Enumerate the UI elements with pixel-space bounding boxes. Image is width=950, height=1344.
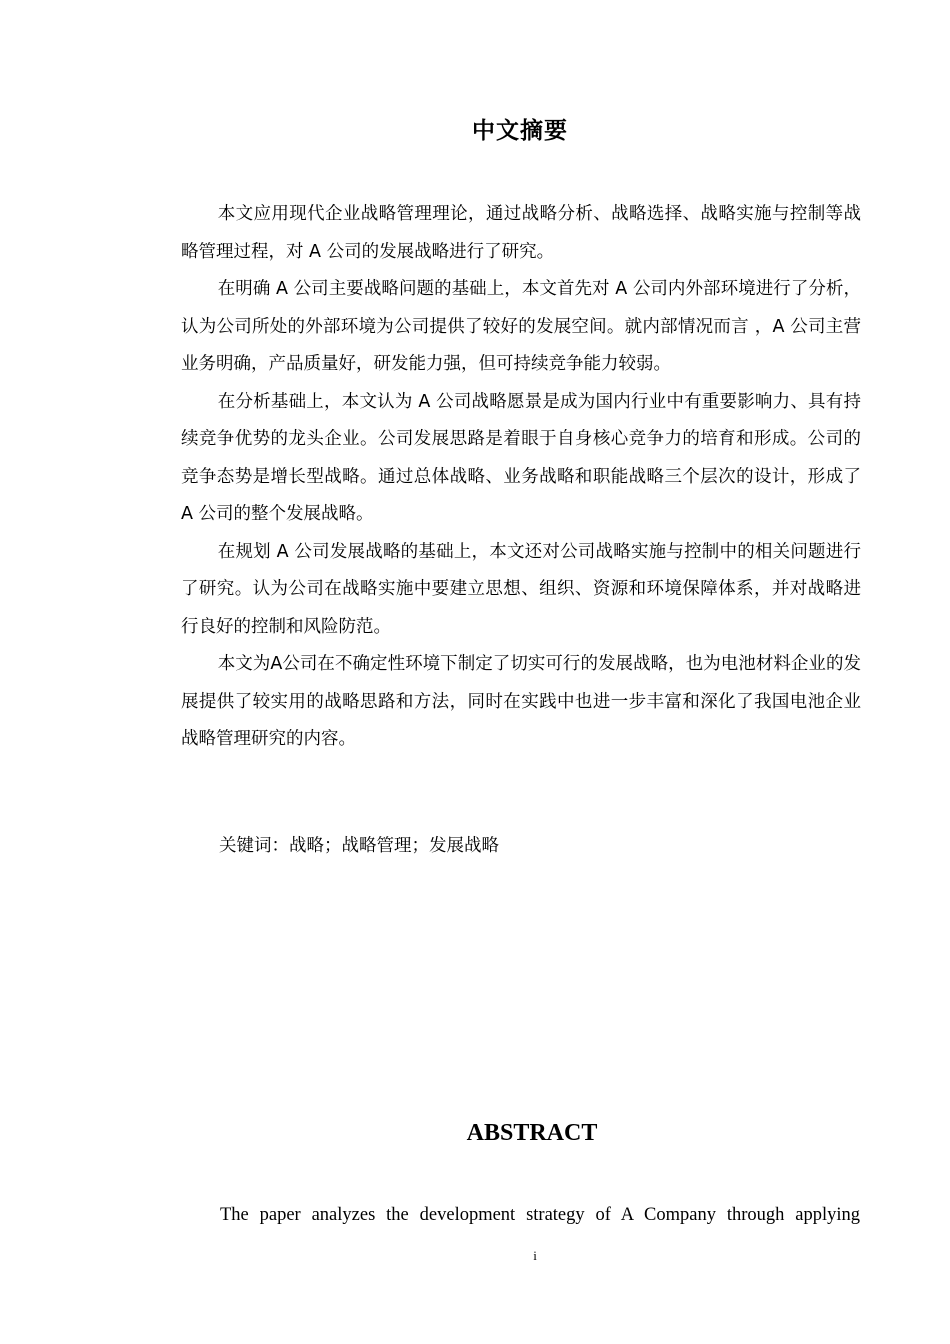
english-abstract-title: ABSTRACT: [466, 1120, 598, 1146]
abstract-paragraph-4: 在规划 A 公司发展战略的基础上，本文还对公司战略实施与控制中的相关问题进行了研究。认为公司在战略实施中要建立思想、组织、资源和环境保障体系，并对战略进行良好的控制和风险防范。: [181, 541, 861, 637]
keywords-line: 关键词：战略；战略管理；发展战略: [219, 836, 499, 856]
chinese-abstract-body: [181, 196, 861, 759]
abstract-paragraph-1: 本文应用现代企业战略管理理论，通过战略分析、战略选择、战略实施与控制等战略管理过程，对 A 公司的发展战略进行了研究。: [181, 204, 861, 262]
abstract-paragraph-3: 在分析基础上，本文认为 A 公司战略愿景是成为国内行业中有重要影响力、具有持续竞争优势的龙头企业。公司发展思路是着眼于自身核心竞争力的培育和形成。公司的竞争态势是增长型战略。通过总体战略、业务战略和职能战略三个层次的设计，形成了 A 公司的整个发展战略。: [181, 391, 861, 524]
abstract-paragraph-5: 本文为A公司在不确定性环境下制定了切实可行的发展战略，也为电池材料企业的发展提供了较实用的战略思路和方法，同时在实践中也进一步丰富和深化了我国电池企业战略管理研究的内容。: [181, 654, 861, 749]
abstract-paragraph-2: 在明确 A 公司主要战略问题的基础上，本文首先对 A 公司内外部环境进行了分析，认为公司所处的外部环境为公司提供了较好的发展空间。就内部情况而言 ，A 公司主营业务明确，产品质量好，研发能力强，但可持续竞争能力较弱。: [181, 279, 861, 374]
page-number: i: [533, 1248, 537, 1263]
chinese-abstract-title: 中文摘要: [472, 118, 568, 144]
english-abstract-first-line: The paper analyzes the development strategy of A Company through applying: [220, 1205, 860, 1225]
